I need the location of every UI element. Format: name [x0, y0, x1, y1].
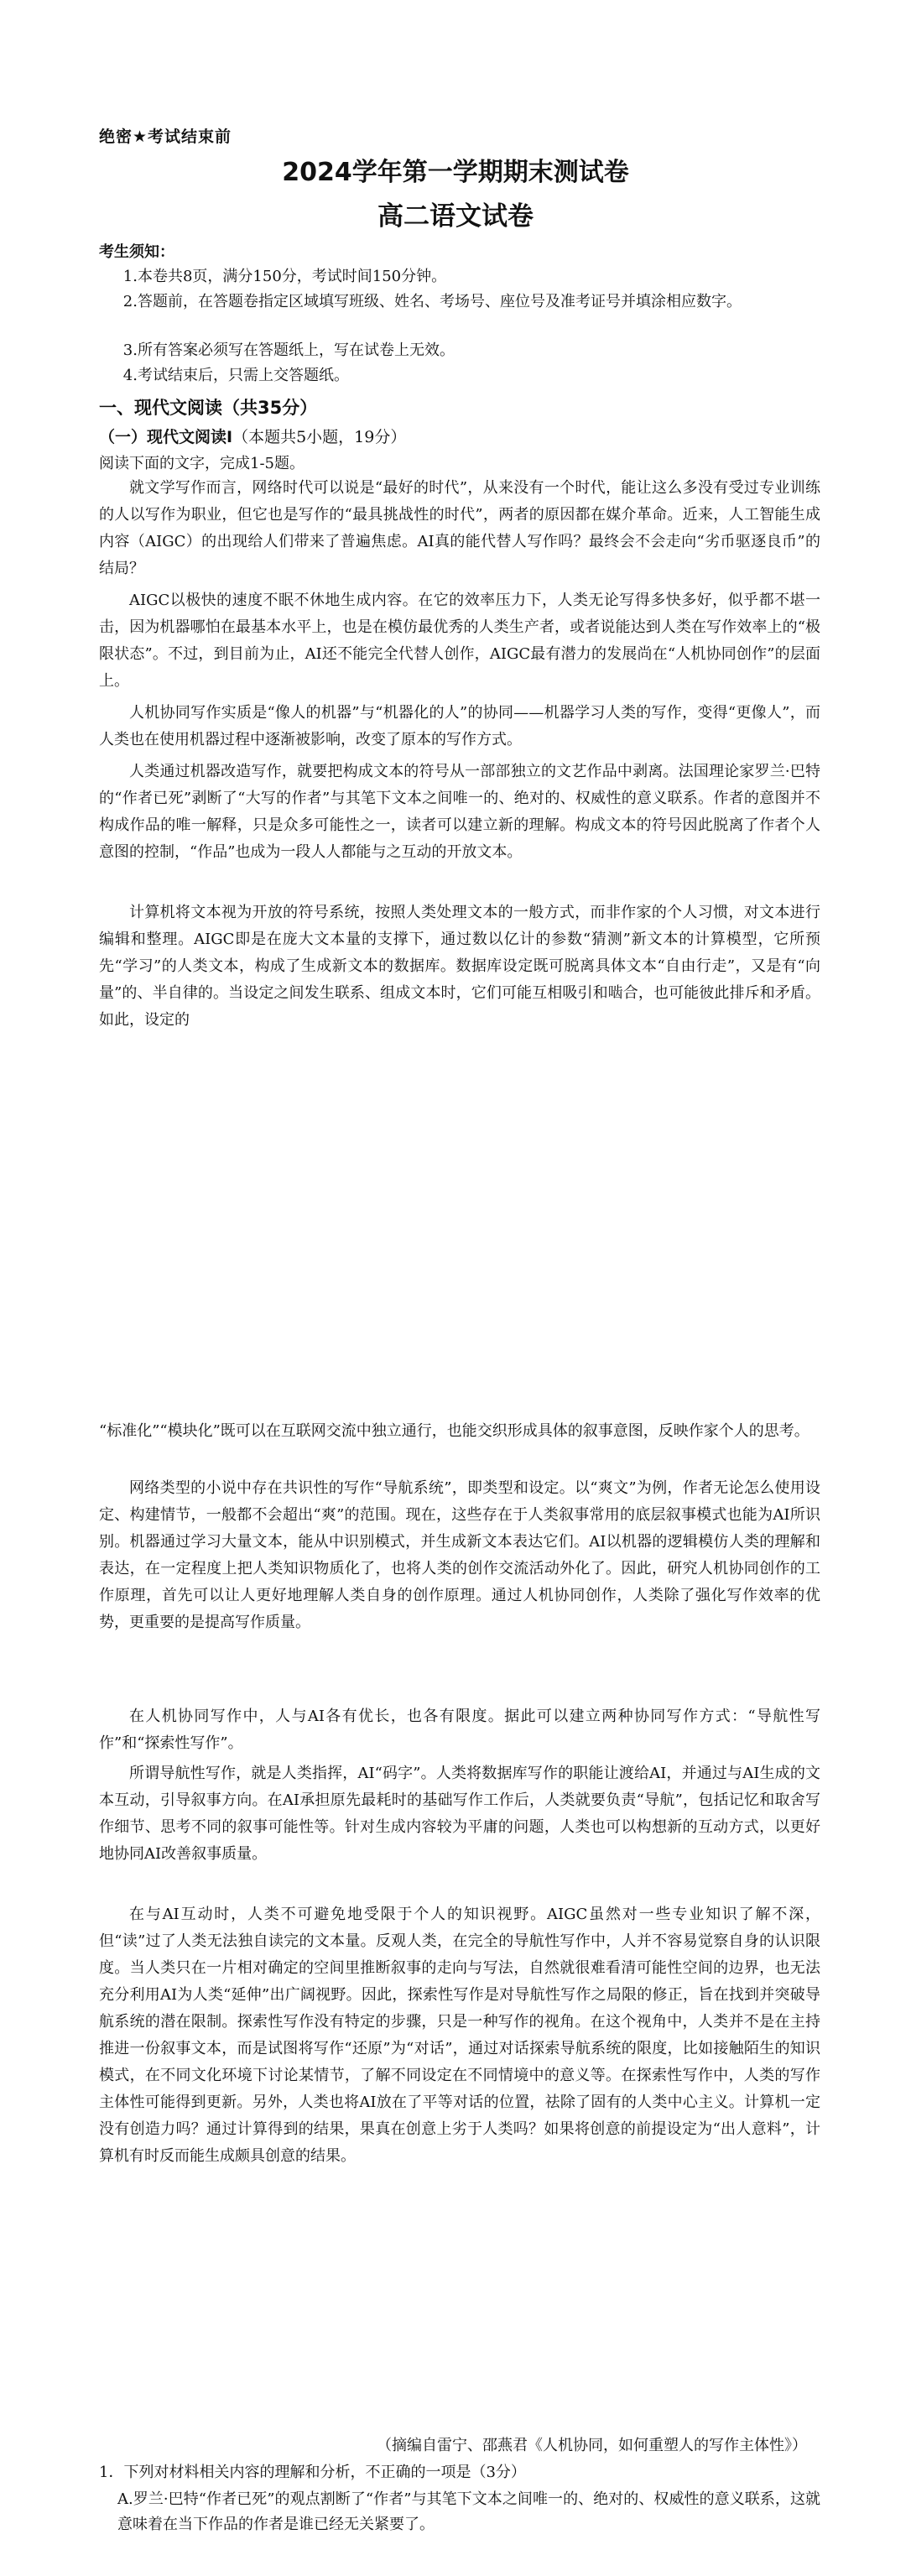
notice-item-4: 4.考试结束后，只需上交答题纸。: [122, 367, 349, 384]
passage-paragraph: 在与AI互动时，人类不可避免地受限于个人的知识视野。AIGC虽然对一些专业知识了解不深，但“读”过了人类无法独自读完的文本量。反观人类，在完全的导航性写作中，人并不容易觉察自身的认识限度。当人类只在一片相对确定的空间里推断叙事的走向与写法，自然就很难看清可能性空间的边界，也无法充分利用AI为人类“延伸”出广阔视野。因此，探索性写作是对导航性写作之局限的修正，旨在找到并突破导航系统的潜在限制。探索性写作没有特定的步骤，只是一种写作的视角。在这个视角中，人类并不是在主持推进一份叙事文本，而是试图将写作“还原”为“对话”，通过对话探索导航系统的限度，比如接触陌生的知识模式，在不同文化环境下讨论某情节，了解不同设定在不同情境中的意义等。在探索性写作中，人类的写作主体性可能得到更新。另外，人类也将AI放在了平等对话的位置，祛除了固有的人类中心主义。计算机一定没有创造力吗？通过计算得到的结果，果真在创意上劣于人类吗？如果将创意的前提设定为“出人意料”，计算机有时反而能生成颇具创意的结果。: [99, 1906, 820, 2165]
passage-paragraph: 在人机协同写作中，人与AI各有优长，也各有限度。据此可以建立两种协同写作方式：“导航性写作”和“探索性写作”。: [99, 1708, 820, 1752]
notice-heading: 考生须知：: [99, 243, 174, 261]
subsection-title: （一）现代文阅读Ⅰ: [99, 428, 233, 446]
passage-paragraph: AIGC以极快的速度不眠不休地生成内容。在它的效率压力下，人类无论写得多快多好，似乎都不堪一击，因为机器哪怕在最基本水平上，也是在模仿最优秀的人类生产者，或者说能达到人类在写作效率上的“极限状态”。不过，到目前为止，AI还不能完全代替人创作，AIGC最有潜力的发展尚在“人机协同创作”的层面上。: [99, 592, 820, 690]
passage-paragraph: 人机协同写作实质是“像人的机器”与“机器化的人”的协同——机器学习人类的写作，变得“更像人”，而人类也在使用机器过程中逐渐被影响，改变了原本的写作方式。: [99, 704, 820, 748]
passage-paragraph: 就文学写作而言，网络时代可以说是“最好的时代”，从来没有一个时代，能让这么多没有受过专业训练的人以写作为职业，但它也是写作的“最具挑战性的时代”，两者的原因都在媒介革命。近来，人工智能生成内容（AIGC）的出现给人们带来了普遍焦虑。AI真的能代替人写作吗？最终会不会走向“劣币驱逐良币”的结局？: [99, 479, 820, 577]
passage-source: （摘编自雷宁、邵燕君《人机协同，如何重塑人的写作主体性》）: [377, 2437, 807, 2454]
passage-paragraph: 人类通过机器改造写作，就要把构成文本的符号从一部部独立的文艺作品中剥离。法国理论家罗兰·巴特的“作者已死”剥断了“大写的作者”与其笔下文本之间唯一的、绝对的、权威性的意义联系。作者的意图并不构成作品的唯一解释，只是众多可能性之一，读者可以建立新的理解。构成文本的符号因此脱离了作者个人意图的控制，“作品”也成为一段人人都能与之互动的开放文本。: [99, 763, 820, 861]
exam-subtitle: 高二语文试卷: [377, 201, 534, 232]
question-1-option-a: A.罗兰·巴特“作者已死”的观点割断了“作者”与其笔下文本之间唯一的、绝对的、权威性的意义联系，这就意味着在当下作品的作者是谁已经无关紧要了。: [117, 2490, 820, 2533]
confidential-mark: 绝密★考试结束前: [99, 128, 232, 146]
passage-paragraph: 所谓导航性写作，就是人类指挥，AI“码字”。人类将数据库写作的职能让渡给AI，并通过与AI生成的文本互动，引导叙事方向。在AI承担原先最耗时的基础写作工作后，人类就要负责“导航”，包括记忆和取舍写作细节、思考不同的叙事可能性等。针对生成内容较为平庸的问题，人类也可以构想新的互动方式，以更好地协同AI改善叙事质量。: [99, 1765, 820, 1863]
passage-paragraph: 计算机将文本视为开放的符号系统，按照人类处理文本的一般方式，而非作家的个人习惯，对文本进行编辑和整理。AIGC即是在庞大文本量的支撑下，通过数以亿计的参数“猜测”新文本的计算模型，它所预先“学习”的人类文本，构成了生成新文本的数据库。数据库设定既可脱离具体文本“自由行走”，又是有“向量”的、半自律的。当设定之间发生联系、组成文本时，它们可能互相吸引和啮合，也可能彼此排斥和矛盾。如此，设定的: [99, 904, 820, 1029]
subsection-note: （本题共5小题，19分）: [232, 428, 407, 446]
notice-item-1: 1.本卷共8页，满分150分，考试时间150分钟。: [122, 268, 447, 285]
notice-item-3: 3.所有答案必须写在答题纸上，写在试卷上无效。: [122, 342, 455, 359]
section-heading: 一、现代文阅读（共35分）: [99, 398, 318, 418]
notice-item-2: 2.答题前，在答题卷指定区域填写班级、姓名、考场号、座位号及准考证号并填涂相应数字。: [122, 293, 742, 310]
question-1-stem: 1．下列对材料相关内容的理解和分析，不正确的一项是（3分）: [99, 2464, 526, 2481]
reading-instruction: 阅读下面的文字，完成1-5题。: [99, 455, 305, 472]
exam-title: 2024学年第一学期期末测试卷: [282, 158, 629, 187]
subsection-heading: [99, 425, 406, 447]
passage-paragraph: 网络类型的小说中存在共识性的写作“导航系统”，即类型和设定。以“爽文”为例，作者无论怎么使用设定、构建情节，一般都不会超出“爽”的范围。现在，这些存在于人类叙事常用的底层叙事模式也能为AI所识别。机器通过学习大量文本，能从中识别模式，并生成新文本表达它们。AI以机器的逻辑模仿人类的理解和表达，在一定程度上把人类知识物质化了，也将人类的创作交流活动外化了。因此，研究人机协同创作的工作原理，首先可以让人更好地理解人类自身的创作原理。通过人机协同创作，人类除了强化写作效率的优势，更重要的是提高写作质量。: [99, 1479, 820, 1631]
passage-paragraph: “标准化”“模块化”既可以在互联网交流中独立通行，也能交织形成具体的叙事意图，反映作家个人的思考。: [99, 1422, 809, 1440]
